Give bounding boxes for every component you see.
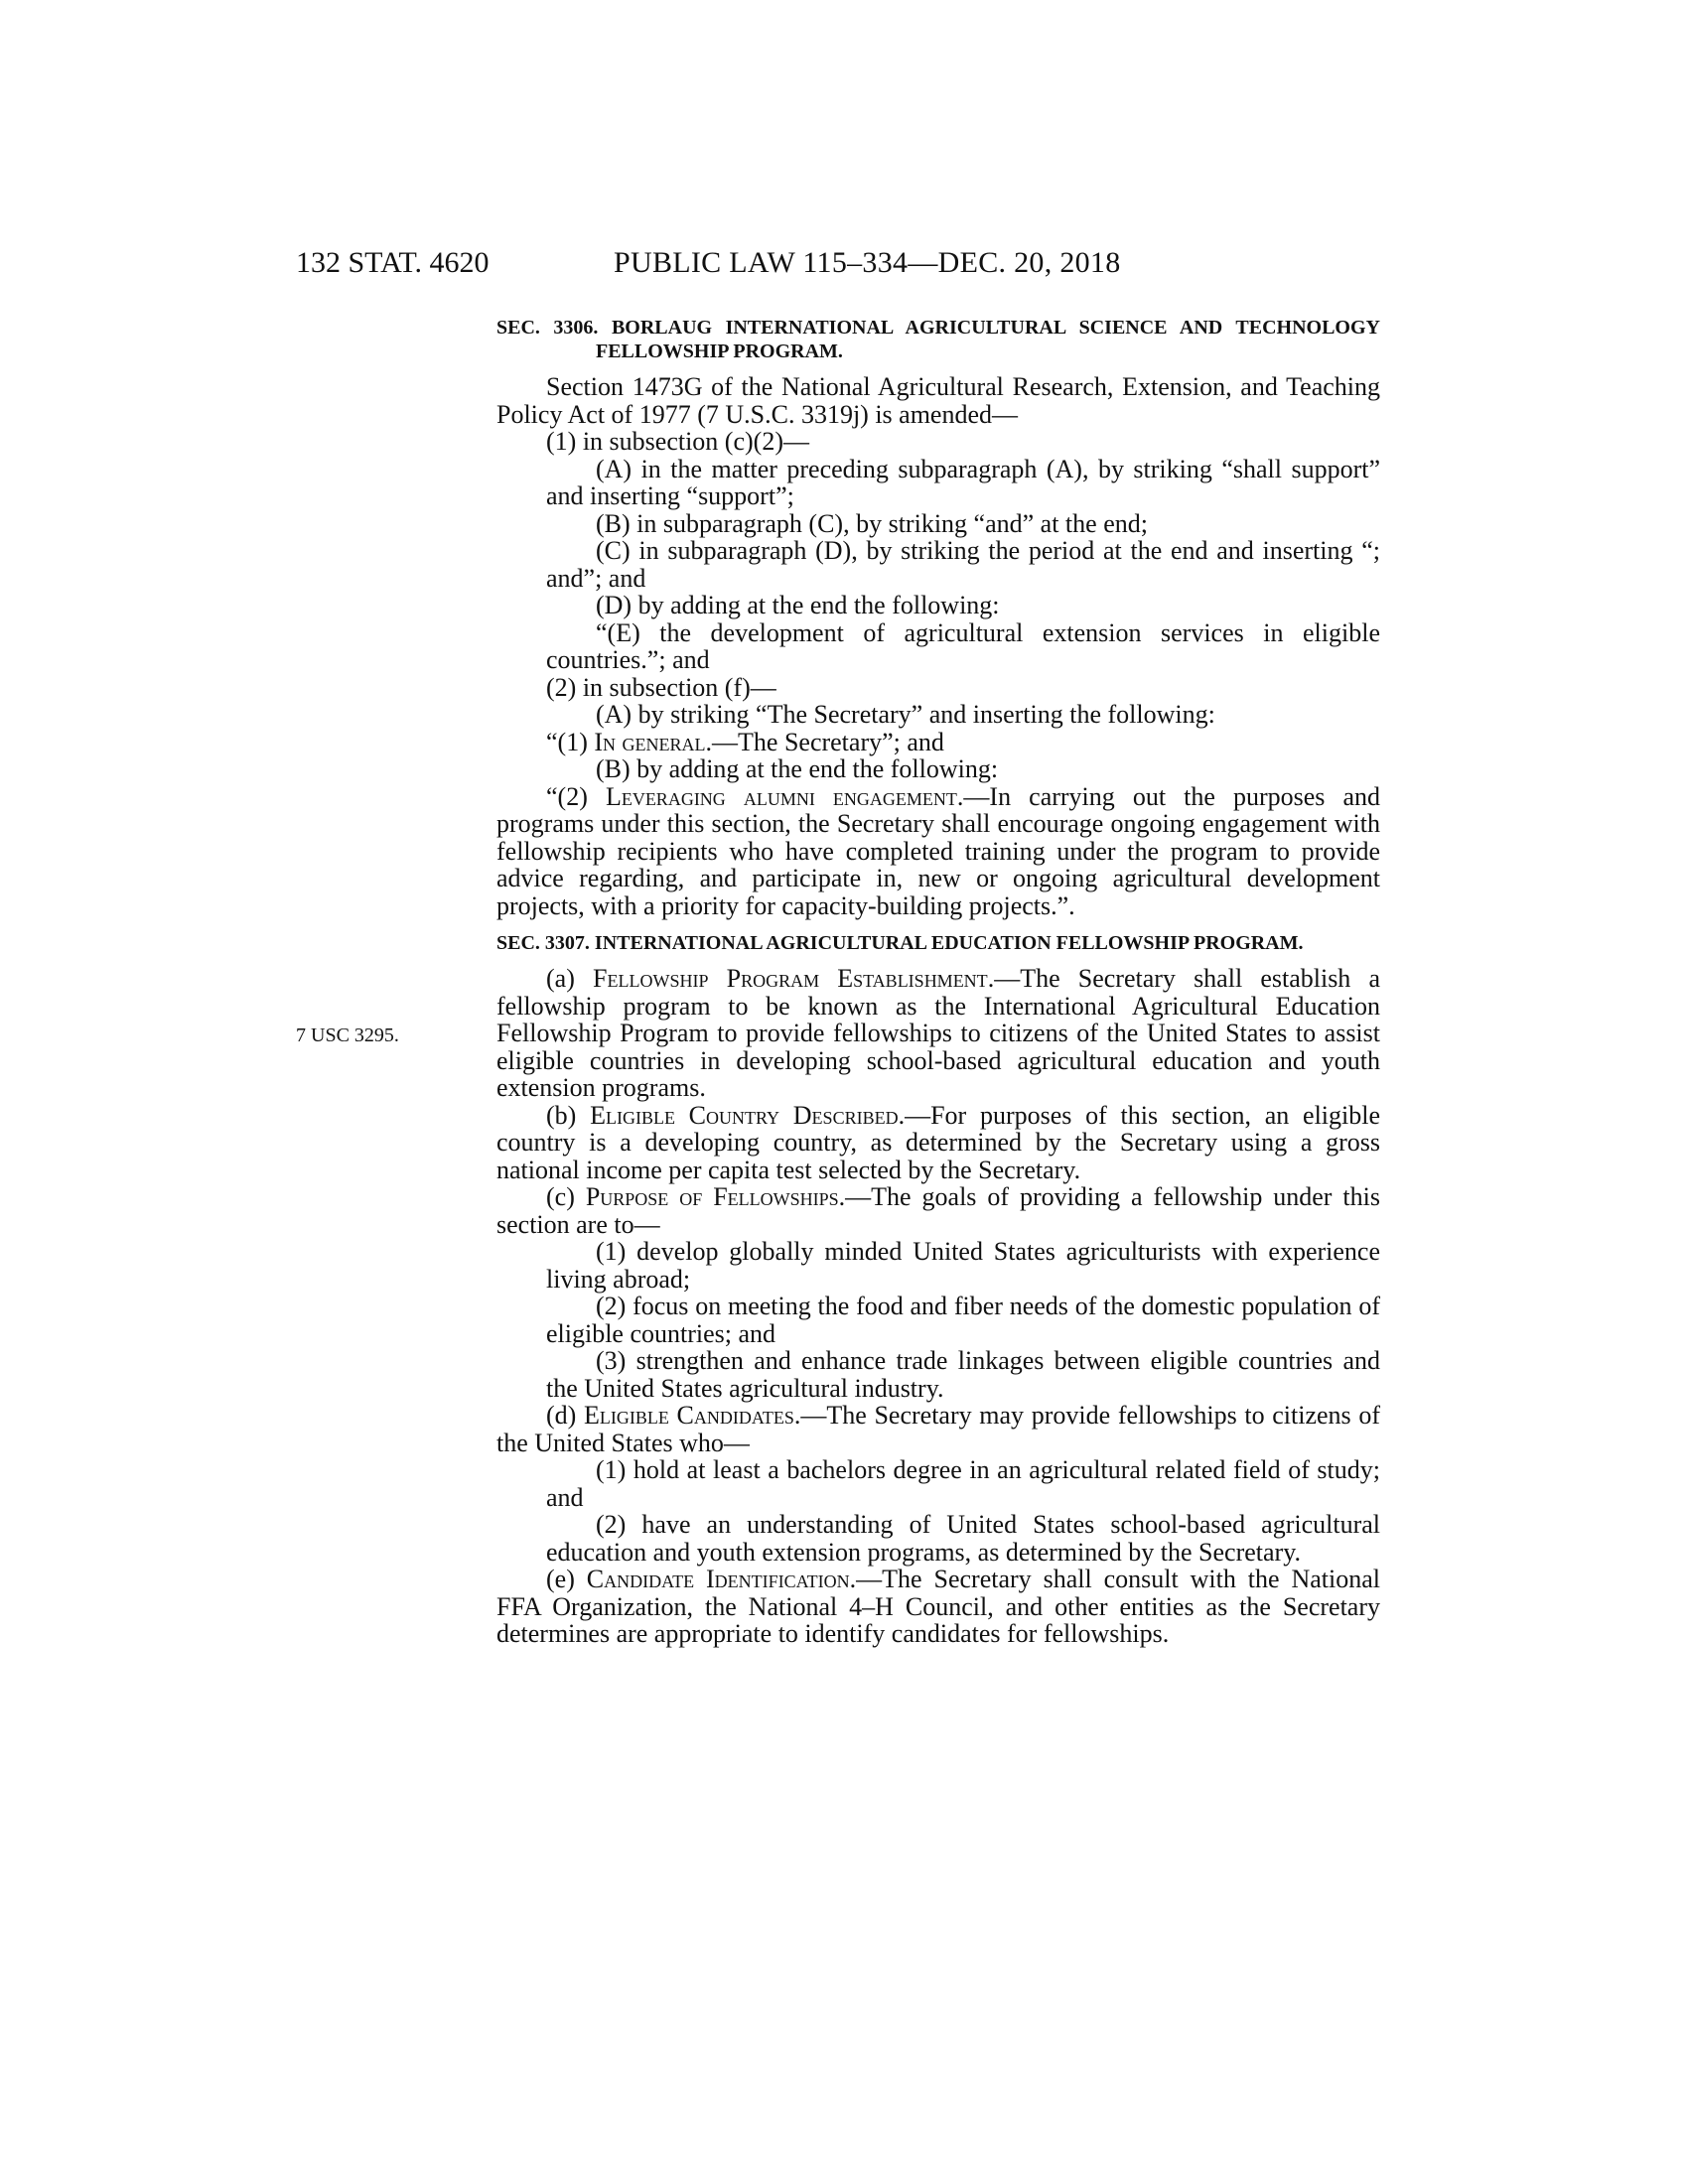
page-header — [296, 246, 1392, 286]
sec3307-e-heading: Candidate Identification — [586, 1565, 850, 1593]
sec3307-b-text: .—For purposes of this section, an eligible country is a developing country, as determined by the Secretary using a gross national income per capita test selected by the Secretary. — [496, 1100, 1381, 1184]
sec3307-d-para-2: (2) have an understanding of United States school-based agricultural education and youth extension programs, as determined by the Secretary. — [546, 1510, 1380, 1567]
sec3307-c-para-3: (3) strengthen and enhance trade linkages between eligible countries and the United States agricultural industry. — [546, 1346, 1380, 1403]
sec3306-para-1C: (C) in subparagraph (D), by striking the period at the end and inserting “; and”; and — [546, 536, 1380, 593]
sec3307-d-prefix: (d) — [546, 1401, 584, 1430]
sec3307-b-prefix: (b) — [546, 1100, 591, 1130]
sec3307-a-prefix: (a) — [546, 964, 594, 993]
sec3307-e-text: .—The Secretary shall consult with the National FFA Organization, the National 4–H Council, and other entities as the Secretary determines are appropriate to identify candidates for fellowships. — [496, 1565, 1380, 1648]
sec3307-a-text: .—The Secretary shall establish a fellowship program to be known as the International Agricultural Education Fellowship Program to provide fellowships to citizens of the United States to assist eligible countries in developing school-based agricultural education and youth extension programs. — [496, 964, 1381, 1102]
sec3306-para-2-2 — [496, 783, 1380, 920]
sec3307-b-heading: Eligible Country Described — [590, 1100, 899, 1130]
sec3306-para-2-1-text: .—The Secretary”; and — [705, 727, 944, 756]
sec3307-c-para-1: (1) develop globally minded United States agriculturists with experience living abroad; — [546, 1237, 1380, 1294]
sec3307-a-heading: Fellowship Program Establishment — [593, 964, 988, 993]
sec3306-para-1B: (B) in subparagraph (C), by striking “and” at the end; — [596, 508, 1148, 538]
sec3306-para-2: (2) in subsection (f)— — [546, 672, 776, 702]
sec3307-d-text: .—The Secretary may provide fellowships to citizens of the United States who— — [496, 1401, 1380, 1457]
sec3307-d-para-1: (1) hold at least a bachelors degree in an agricultural related field of study; and — [546, 1455, 1380, 1512]
sec3306-para-2-2-prefix: “(2) — [546, 781, 606, 811]
section-heading-3306: SEC. 3306. BORLAUG INTERNATIONAL AGRICULTURAL SCIENCE AND TECHNOLOGY FELLOWSHIP PROGRAM. — [496, 317, 1380, 362]
sec3306-para-1D: (D) by adding at the end the following: — [596, 591, 1000, 619]
public-law-title: PUBLIC LAW 115–334—DEC. 20, 2018 — [614, 246, 1121, 279]
sec3306-para-2-2-heading: Leveraging alumni engagement — [605, 781, 957, 811]
sec3307-c-text: .—The goals of providing a fellowship under this section are to— — [496, 1182, 1380, 1239]
document-body — [496, 316, 1380, 1648]
sec3307-d-heading: Eligible Candidates — [584, 1401, 794, 1430]
sec3306-para-2-1 — [496, 729, 1380, 756]
sec3307-c-para-2: (2) focus on meeting the food and fiber needs of the domestic population of eligible countries; and — [546, 1292, 1380, 1348]
margin-note-usc: 7 USC 3295. — [296, 1024, 399, 1046]
sec3307-subsection-d — [496, 1402, 1380, 1456]
sec3306-para-1A: (A) in the matter preceding subparagraph (A), by striking “shall support” and inserting “support”; — [546, 454, 1380, 510]
sec3306-para-1E: “(E) the development of agricultural extension services in eligible countries.”; and — [546, 617, 1380, 674]
sec3306-para-1: (1) in subsection (c)(2)— — [546, 427, 809, 456]
sec3306-para-2-1-heading: In general — [594, 727, 706, 756]
sec3307-subsection-c — [496, 1183, 1380, 1238]
sec3306-para-2-1-prefix: “(1) — [546, 727, 595, 756]
sec3306-intro: Section 1473G of the National Agricultural Research, Extension, and Teaching Policy Act of 1977 (7 U.S.C. 3319j) is amended— — [496, 372, 1380, 429]
sec3307-c-prefix: (c) — [546, 1182, 586, 1211]
stat-page-number: 132 STAT. 4620 — [296, 246, 490, 279]
sec3307-subsection-a — [496, 965, 1380, 1102]
sec3307-subsection-b — [496, 1102, 1380, 1184]
sec3307-subsection-e — [496, 1566, 1380, 1648]
sec3307-c-heading: Purpose of Fellowships — [585, 1182, 839, 1211]
sec3306-para-2A: (A) by striking “The Secretary” and inserting the following: — [596, 700, 1215, 729]
sec3306-para-2B: (B) by adding at the end the following: — [596, 754, 999, 783]
section-heading-3307: SEC. 3307. INTERNATIONAL AGRICULTURAL EDUCATION FELLOWSHIP PROGRAM. — [496, 932, 1304, 954]
sec3306-para-2-2-text: .—In carrying out the purposes and programs under this section, the Secretary shall encourage ongoing engagement with fellowship recipients who have completed training under the program to provide advice regarding, and participate in, new or ongoing agricultural development projects, with a priority for capacity-building projects.”. — [496, 781, 1381, 920]
sec3307-e-prefix: (e) — [546, 1565, 587, 1593]
